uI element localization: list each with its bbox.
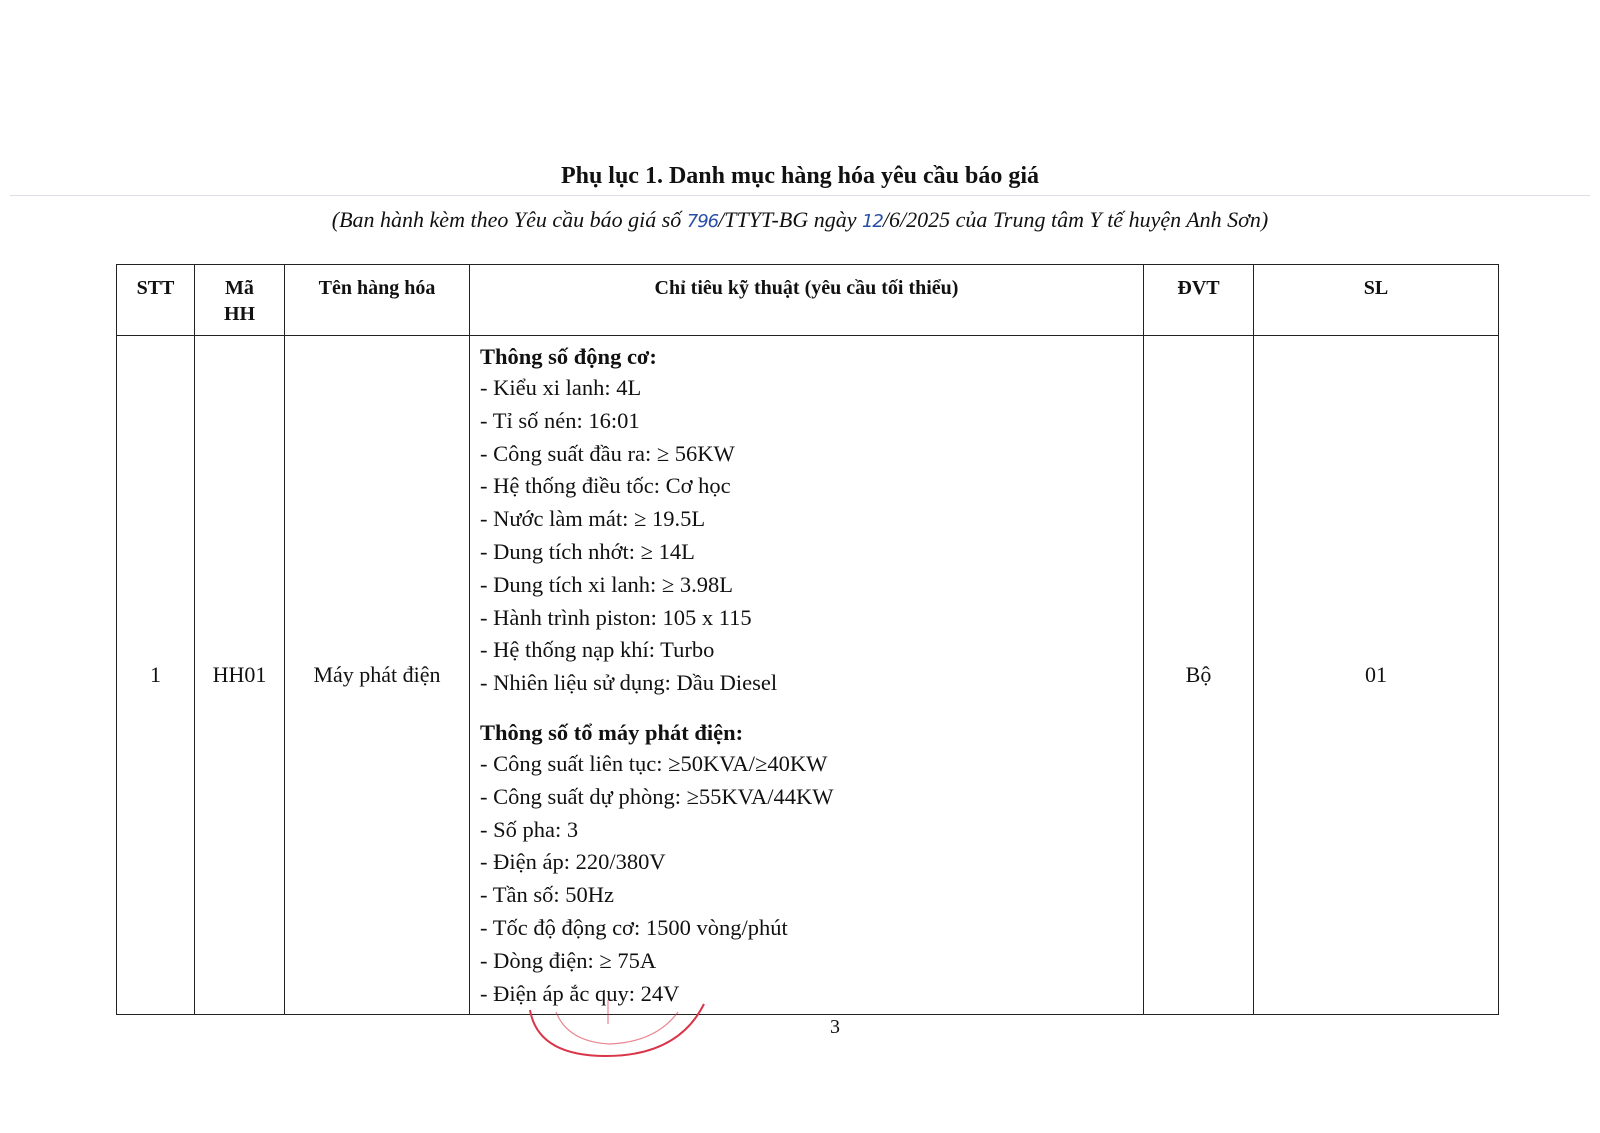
page-title: Phụ lục 1. Danh mục hàng hóa yêu cầu báo giá	[560, 163, 1040, 189]
subtitle-part-2: /TTYT-BG ngày	[718, 207, 862, 232]
spec-line: - Dòng điện: ≥ 75A	[480, 947, 657, 973]
cell-spec	[470, 336, 1144, 1015]
header-dvt: ĐVT	[1144, 265, 1254, 336]
spec-line: - Dung tích nhớt: ≥ 14L	[480, 538, 695, 564]
spec-line: - Tỉ số nén: 16:01	[480, 407, 640, 433]
spec-line: - Nhiên liệu sử dụng: Dầu Diesel	[480, 670, 778, 696]
spec-line: - Công suất liên tục: ≥50KVA/≥40KW	[480, 750, 828, 776]
header-sl: SL	[1254, 265, 1499, 336]
engine-spec-list	[480, 372, 1133, 700]
goods-table	[116, 264, 1499, 1015]
engine-spec-heading: Thông số động cơ:	[480, 344, 657, 369]
spec-line: - Điện áp: 220/380V	[480, 849, 666, 875]
header-ma-hh-line2: HH	[223, 303, 256, 325]
generator-spec-list	[480, 748, 1133, 1010]
seal-arc-inner	[556, 1012, 678, 1044]
subtitle-part-1: (Ban hành kèm theo Yêu cầu báo giá số	[331, 207, 687, 232]
header-stt: STT	[117, 265, 195, 336]
handwritten-day: 12	[861, 211, 883, 232]
handwritten-doc-number: 796	[686, 211, 719, 232]
spec-line: - Số pha: 3	[480, 816, 579, 842]
spec-line: - Hệ thống nạp khí: Turbo	[480, 637, 715, 663]
spec-line: - Nước làm mát: ≥ 19.5L	[480, 506, 706, 532]
spec-line: - Tần số: 50Hz	[480, 882, 614, 908]
cell-ma: HH01	[195, 336, 285, 1015]
spec-line: - Dung tích xi lanh: ≥ 3.98L	[480, 571, 733, 597]
table-row	[117, 336, 1499, 1015]
cell-ten: Máy phát điện	[285, 336, 470, 1015]
spec-line: - Công suất dự phòng: ≥55KVA/44KW	[480, 783, 834, 809]
cell-stt: 1	[117, 336, 195, 1015]
cell-sl: 01	[1254, 336, 1499, 1015]
cell-dvt: Bộ	[1144, 336, 1254, 1015]
spec-line: - Điện áp ắc quy: 24V	[480, 980, 680, 1006]
seal-stamp	[528, 998, 708, 1068]
spec-line: - Tốc độ động cơ: 1500 vòng/phút	[480, 914, 788, 940]
spec-gap	[480, 700, 1133, 714]
spec-line: - Hành trình piston: 105 x 115	[480, 604, 752, 630]
header-ma-hh	[195, 265, 285, 336]
header-ten-hang-hoa: Tên hàng hóa	[285, 265, 470, 336]
spec-line: - Công suất đầu ra: ≥ 56KW	[480, 440, 735, 466]
page-subtitle	[0, 207, 1600, 233]
spec-line: - Hệ thống điều tốc: Cơ học	[480, 473, 731, 499]
scan-edge-line	[10, 195, 1590, 196]
header-ma-hh-line1: Mã	[225, 277, 254, 299]
page-number: 3	[830, 1016, 840, 1038]
table-header-row	[117, 265, 1499, 336]
generator-spec-heading: Thông số tổ máy phát điện:	[480, 719, 744, 745]
header-chi-tieu: Chỉ tiêu kỹ thuật (yêu cầu tối thiểu)	[470, 265, 1144, 336]
spec-line: - Kiểu xi lanh: 4L	[480, 375, 642, 400]
seal-arc-outer	[530, 1004, 704, 1056]
subtitle-part-3: /6/2025 của Trung tâm Y tế huyện Anh Sơn)	[882, 207, 1269, 232]
